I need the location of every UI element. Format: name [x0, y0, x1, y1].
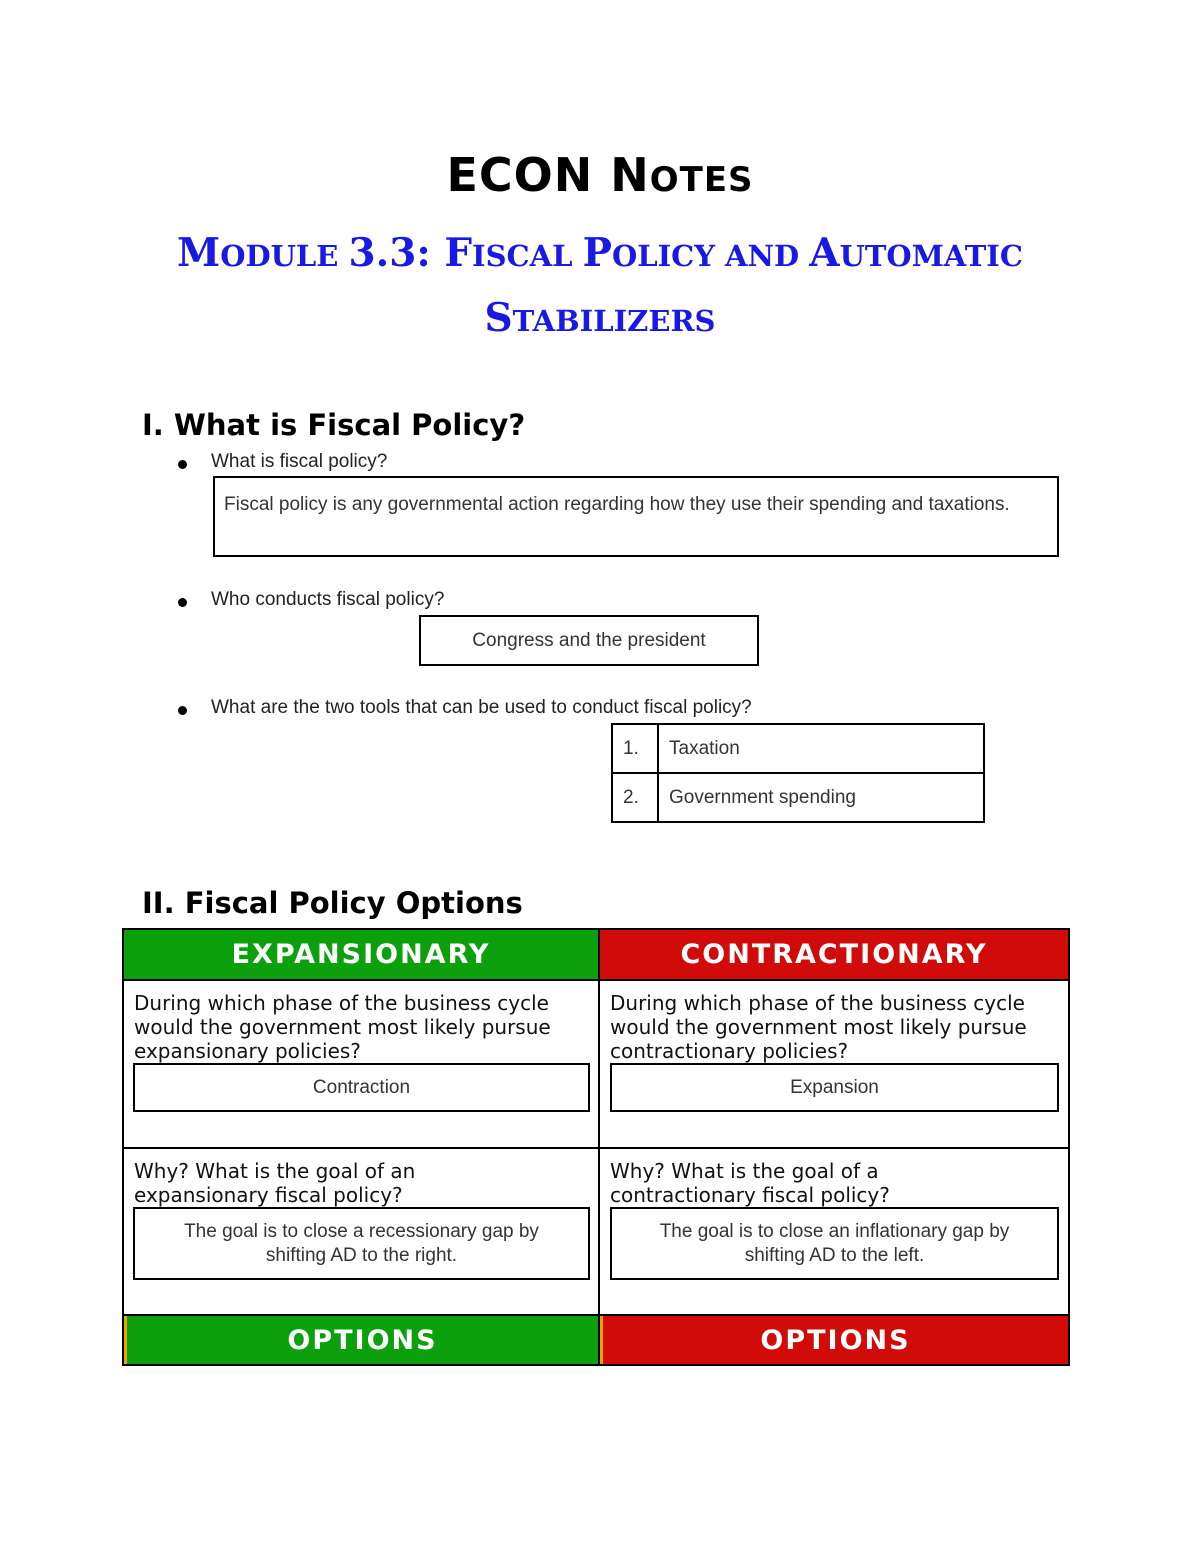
subtitle-segment: A: [809, 230, 840, 276]
tool-name: Taxation: [658, 724, 984, 773]
expansionary-header: EXPANSIONARY: [124, 930, 598, 979]
subtitle-segment: ISCAL: [472, 239, 583, 273]
expansionary-goal-question: Why? What is the goal of an expansionary fiscal policy?: [134, 1159, 416, 1207]
table-row: [612, 773, 984, 822]
subtitle-segment: ODULE: [220, 239, 349, 273]
contractionary-options-footer: OPTIONS: [600, 1316, 1068, 1364]
contractionary-goal-answer: The goal is to close an inflationary gap by shifting AD to the left.: [659, 1220, 1010, 1266]
subtitle-segment: S: [484, 295, 513, 341]
subtitle-segment: P: [582, 230, 612, 276]
section-heading-what-is-fiscal-policy: I. What is Fiscal Policy?: [142, 408, 526, 442]
section-heading-fiscal-policy-options: II. Fiscal Policy Options: [142, 886, 523, 920]
answer-box-definition: [213, 476, 1059, 557]
question-what-is-fiscal-policy: What is fiscal policy?: [211, 451, 388, 472]
expansionary-phase-question: During which phase of the business cycle would the government most likely pursue expansionary policies?: [134, 991, 551, 1063]
question-who-conducts: Who conducts fiscal policy?: [211, 589, 445, 610]
expansionary-options-footer: OPTIONS: [124, 1316, 598, 1364]
question-two-tools: What are the two tools that can be used to conduct fiscal policy?: [211, 697, 752, 718]
contractionary-phase-answer: Expansion: [790, 1076, 879, 1098]
fiscal-policy-options-table: [122, 928, 1070, 1366]
module-subtitle: [150, 222, 1050, 352]
subtitle-segment: M: [177, 230, 221, 276]
bullet-icon: [178, 706, 187, 715]
tools-table: [611, 723, 985, 823]
subtitle-segment: UTOMATIC: [839, 239, 1023, 273]
row-divider: [124, 979, 1068, 981]
expansionary-phase-answer-box: [133, 1063, 590, 1112]
answer-box-who-conducts: [419, 615, 759, 666]
answer-definition-text: Fiscal policy is any governmental action regarding how they use their spending and taxations.: [224, 494, 1010, 515]
subtitle-segment: OLICY AND: [611, 239, 810, 273]
bullet-icon: [178, 598, 187, 607]
expansionary-phase-answer: Contraction: [312, 1076, 411, 1098]
contractionary-goal-answer-box: [610, 1207, 1059, 1280]
bullet-icon: [178, 460, 187, 469]
contractionary-phase-answer-box: [610, 1063, 1059, 1112]
contractionary-phase-question: During which phase of the business cycle would the government most likely pursue contractionary policies?: [610, 991, 1027, 1063]
answer-who-conducts-text: Congress and the president: [472, 629, 706, 651]
tool-number: 2.: [612, 773, 658, 822]
expansionary-goal-answer: The goal is to close a recessionary gap by shifting AD to the right.: [184, 1220, 539, 1266]
row-divider: [124, 1147, 1068, 1149]
tool-number: 1.: [612, 724, 658, 773]
tool-name: Government spending: [658, 773, 984, 822]
contractionary-goal-question: Why? What is the goal of a contractionary fiscal policy?: [610, 1159, 890, 1207]
title-small-caps-text: OTES: [649, 160, 754, 200]
title-main-text: ECON N: [446, 148, 650, 202]
table-row: [612, 724, 984, 773]
contractionary-header: CONTRACTIONARY: [600, 930, 1068, 979]
expansionary-goal-answer-box: [133, 1207, 590, 1280]
subtitle-segment: 3.3: F: [348, 230, 473, 276]
page-title: [0, 148, 1200, 202]
subtitle-segment: TABILIZERS: [512, 304, 716, 338]
